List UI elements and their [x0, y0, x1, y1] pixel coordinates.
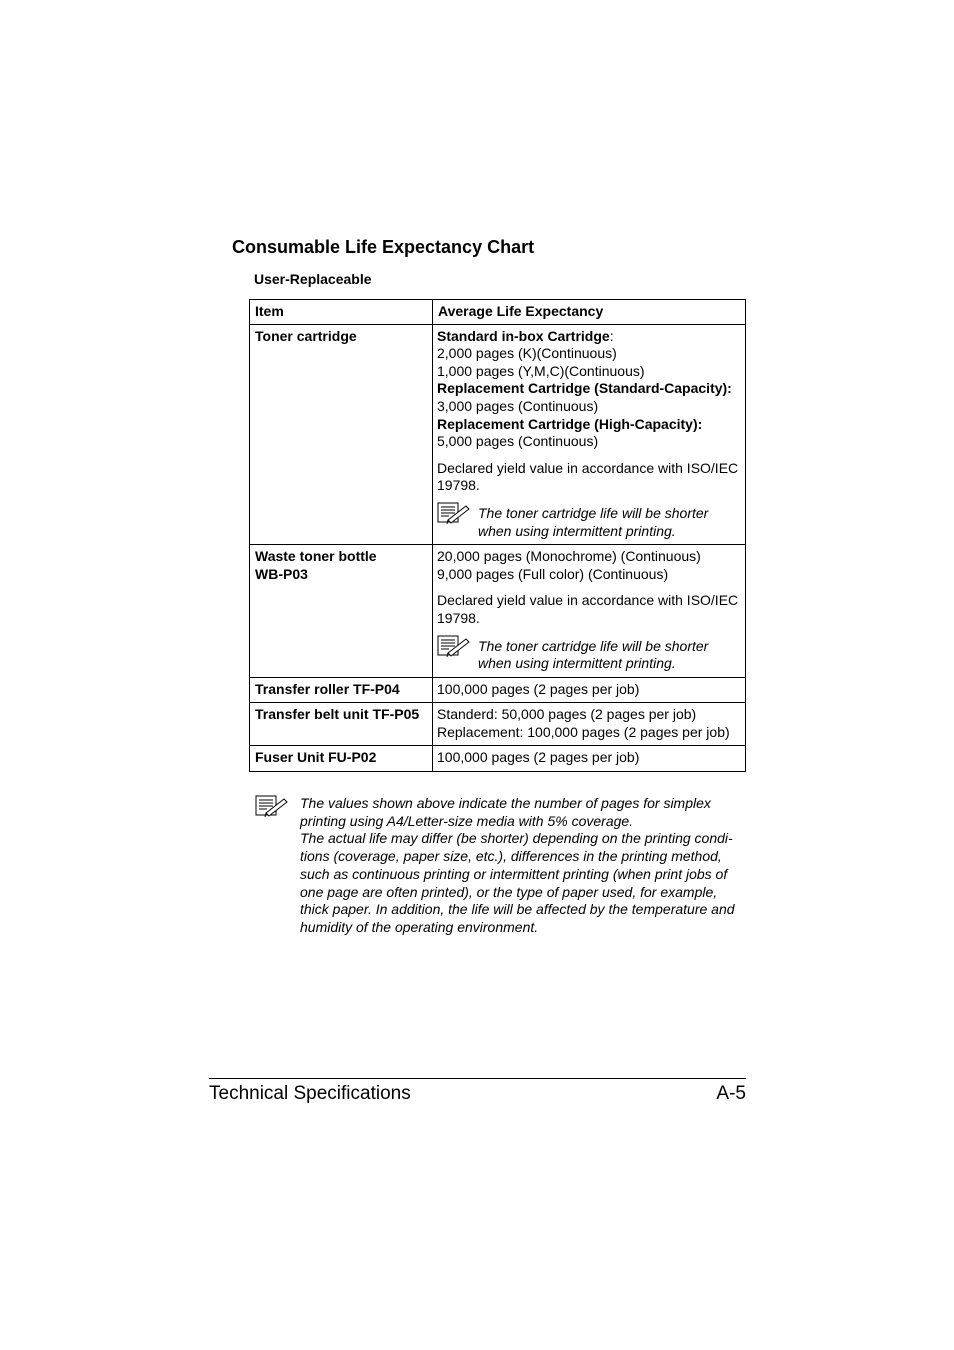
footer-section-title: Technical Specifications [209, 1083, 411, 1104]
bold-label: Replacement Cartridge (Standard-Capacity): [437, 380, 732, 397]
life-cell [433, 324, 746, 545]
note-pencil-icon [255, 795, 289, 817]
life-cell [433, 703, 746, 746]
note-pencil-icon [437, 635, 471, 657]
text-line: 20,000 pages (Monochrome) (Continuous) [437, 548, 701, 565]
plain-text: : [609, 327, 614, 344]
text-line: 3,000 pages (Continuous) [437, 397, 599, 414]
footnote-line: humidity of the operating environment. [300, 918, 539, 935]
bold-label: Standard in-box Cartridge [437, 327, 610, 344]
text-line: 5,000 pages (Continuous) [437, 433, 599, 450]
declared-yield-text: Declared yield value in accordance with ISO/IEC 19798. [437, 592, 739, 626]
footnote-line: The actual life may differ (be shorter) depending on the printing condi- [300, 830, 733, 847]
item-cell: Toner cartridge [250, 324, 433, 545]
footnote-line: printing using A4/Letter-size media with 5% coverage. [300, 812, 634, 829]
footnote-line: tions (coverage, paper size, etc.), differences in the printing method, [300, 848, 722, 865]
text-line: Standerd: 50,000 pages (2 pages per job) [437, 706, 697, 723]
text-line: Replacement: 100,000 pages (2 pages per job) [437, 723, 730, 740]
text-line: 1,000 pages (Y,M,C)(Continuous) [437, 362, 645, 379]
text-line: 2,000 pages (K)(Continuous) [437, 345, 617, 362]
note-text: The toner cartridge life will be shorter when using intermittent printing. [478, 637, 709, 672]
life-cell [433, 746, 746, 772]
footnote-line: thick paper. In addition, the life will be affected by the temperature and [300, 901, 735, 918]
life-cell [433, 545, 746, 678]
item-code: WB-P03 [255, 565, 308, 582]
bold-label: Replacement Cartridge (High-Capacity): [437, 415, 703, 432]
note-text: The toner cartridge life will be shorter when using intermittent printing. [478, 504, 709, 539]
table-row [250, 703, 746, 746]
life-expectancy-table [249, 299, 746, 772]
footnote-line: one page are often printed), or the type of paper used, for example, [300, 883, 718, 900]
text-line: 100,000 pages (2 pages per job) [437, 680, 640, 697]
declared-yield-text: Declared yield value in accordance with ISO/IEC 19798. [437, 459, 739, 494]
row-note [437, 505, 741, 540]
item-cell: Fuser Unit FU-P02 [250, 746, 433, 772]
table-row [250, 545, 746, 678]
table-row [250, 324, 746, 545]
life-cell [433, 677, 746, 703]
footnote-text [300, 795, 747, 937]
footnote-block [255, 795, 747, 937]
section-subtitle: User-Replaceable [254, 271, 372, 287]
table-row [250, 677, 746, 703]
text-line: 100,000 pages (2 pages per job) [437, 749, 640, 766]
note-pencil-icon [437, 502, 471, 524]
item-cell: Transfer belt unit TF-P05 [250, 703, 433, 746]
item-name: Waste toner bottle [255, 548, 377, 565]
footnote-line: such as continuous printing or intermittent printing (when print jobs of [300, 865, 728, 882]
footer-page-number: A-5 [716, 1083, 746, 1104]
column-header-item: Item [250, 300, 433, 325]
page-title: Consumable Life Expectancy Chart [232, 237, 535, 257]
text-line: 9,000 pages (Full color) (Continuous) [437, 565, 669, 582]
column-header-life: Average Life Expectancy [433, 300, 746, 325]
row-note [437, 638, 741, 673]
footnote-line: The values shown above indicate the number of pages for simplex [300, 795, 711, 811]
table-header-row [250, 300, 746, 325]
text-line [437, 328, 741, 346]
item-cell [250, 545, 433, 678]
item-cell: Transfer roller TF-P04 [250, 677, 433, 703]
footer-divider [209, 1078, 746, 1079]
table-row [250, 746, 746, 772]
